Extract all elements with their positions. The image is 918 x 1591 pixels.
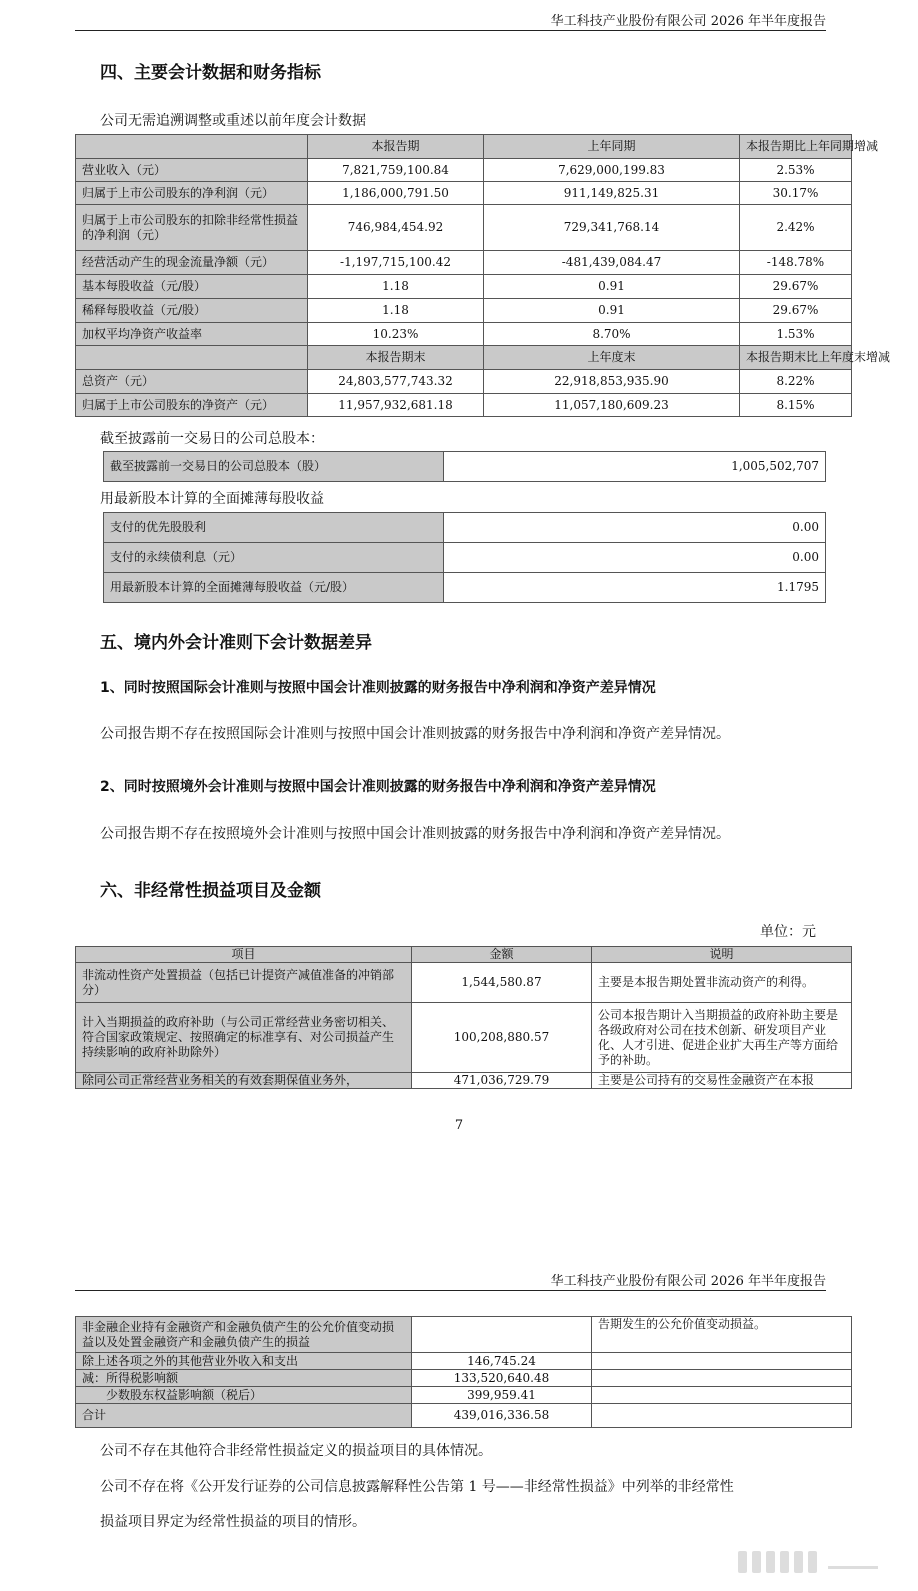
cell-value: 0.91	[484, 275, 740, 299]
cell-value: 11,957,932,681.18	[308, 394, 484, 417]
cell-note: 告期发生的公允价值变动损益。	[592, 1317, 852, 1353]
cell-value: 2.53%	[740, 159, 852, 182]
row-label: 减：所得税影响额	[76, 1370, 412, 1387]
section-5-sub2: 2、同时按照境外会计准则与按照中国会计准则披露的财务报告中净利润和净资产差异情况	[100, 779, 656, 795]
cell-value: 133,520,640.48	[412, 1370, 592, 1387]
row-label: 稀释每股收益（元/股）	[76, 299, 308, 323]
row-label: 营业收入（元）	[76, 159, 308, 182]
page-number: 7	[454, 1118, 464, 1133]
cell-note: 公司本报告期计入当期损益的政府补助主要是各级政府对公司在技术创新、研发项目产业化、人才引进、促进企业扩大再生产等方面给予的补助。	[592, 1003, 852, 1073]
row-label: 计入当期损益的政府补助（与公司正常经营业务密切相关、符合国家政策规定、按照确定的标准享有、对公司损益产生持续影响的政府补助除外）	[76, 1003, 412, 1073]
cell-value: 29.67%	[740, 299, 852, 323]
cell-value: 1.18	[308, 299, 484, 323]
header-cell: 上年度末	[484, 346, 740, 370]
cell-value: 7,629,000,199.83	[484, 159, 740, 182]
cell-value: 1.18	[308, 275, 484, 299]
cell-value: -1,197,715,100.42	[308, 251, 484, 275]
header-cell: 本报告期	[308, 135, 484, 159]
cell-value	[412, 1317, 592, 1353]
row-label: 归属于上市公司股东的净利润（元）	[76, 182, 308, 205]
row-label: 总资产（元）	[76, 370, 308, 394]
header-cell: 项目	[76, 947, 412, 963]
cell-note	[592, 1370, 852, 1387]
page2-text2b: 损益项目界定为经常性损益的项目的情形。	[100, 1514, 366, 1530]
header-cell: 本报告期末	[308, 346, 484, 370]
page-header: 华工科技产业股份有限公司 2026 年半年度报告	[550, 1274, 826, 1289]
cell-note	[592, 1404, 852, 1428]
section-4-note: 公司无需追溯调整或重述以前年度会计数据	[100, 113, 366, 129]
header-cell: 本报告期比上年同期增减	[740, 135, 852, 159]
row-label: 非流动性资产处置损益（包括已计提资产减值准备的冲销部分）	[76, 963, 412, 1003]
nav-dash-icon	[828, 1566, 878, 1569]
cell-value: 399,959.41	[412, 1387, 592, 1404]
cell-value: 1.53%	[740, 323, 852, 346]
cell-note	[592, 1387, 852, 1404]
row-label: 合计	[76, 1404, 412, 1428]
cell-value: 10.23%	[308, 323, 484, 346]
row-label: 归属于上市公司股东的净资产（元）	[76, 394, 308, 417]
cell-value: 1,005,502,707	[444, 452, 826, 482]
share-capital-table	[103, 451, 826, 482]
row-label: 用最新股本计算的全面摊薄每股收益（元/股）	[104, 573, 444, 603]
cell-value: 8.70%	[484, 323, 740, 346]
header-divider	[75, 1290, 826, 1291]
eps-caption: 用最新股本计算的全面摊薄每股收益	[100, 491, 324, 507]
cell-value: 8.22%	[740, 370, 852, 394]
cell-note: 主要是本报告期处置非流动资产的利得。	[592, 963, 852, 1003]
unit-label: 单位：元	[760, 924, 816, 940]
cell-value: 471,036,729.79	[412, 1073, 592, 1089]
cell-value: 100,208,880.57	[412, 1003, 592, 1073]
cell-value: 0.00	[444, 513, 826, 543]
header-cell: 金额	[412, 947, 592, 963]
nav-bar-icon	[808, 1551, 817, 1573]
cell-value: 0.91	[484, 299, 740, 323]
non-recurring-table	[75, 946, 852, 1089]
row-label: 支付的永续债利息（元）	[104, 543, 444, 573]
row-label: 加权平均净资产收益率	[76, 323, 308, 346]
viewer-nav[interactable]	[738, 1543, 888, 1573]
row-label: 基本每股收益（元/股）	[76, 275, 308, 299]
cell-value: 0.00	[444, 543, 826, 573]
eps-table	[103, 512, 826, 603]
row-label: 非金融企业持有金融资产和金融负债产生的公允价值变动损益以及处置金融资产和金融负债产生的损益	[76, 1317, 412, 1353]
header-divider	[75, 30, 826, 31]
section-4-title: 四、主要会计数据和财务指标	[100, 63, 321, 83]
nav-bar-icon	[738, 1551, 747, 1573]
page2-text2a: 公司不存在将《公开发行证券的公司信息披露解释性公告第 1 号——非经常性损益》中列举的非经常性	[100, 1479, 734, 1495]
cell-value: 29.67%	[740, 275, 852, 299]
non-recurring-table-continued	[75, 1316, 852, 1428]
nav-bar-icon	[794, 1551, 803, 1573]
row-label: 除同公司正常经营业务相关的有效套期保值业务外，	[76, 1073, 412, 1089]
cell-note	[592, 1353, 852, 1370]
cell-value: 146,745.24	[412, 1353, 592, 1370]
header-cell-empty	[76, 346, 308, 370]
section-5-text1: 公司报告期不存在按照国际会计准则与按照中国会计准则披露的财务报告中净利润和净资产差异情况。	[100, 726, 730, 742]
cell-note: 主要是公司持有的交易性金融资产在本报	[592, 1073, 852, 1089]
cell-value: 1,544,580.87	[412, 963, 592, 1003]
section-5-title: 五、境内外会计准则下会计数据差异	[100, 633, 372, 653]
section-5-text2: 公司报告期不存在按照境外会计准则与按照中国会计准则披露的财务报告中净利润和净资产差异情况。	[100, 826, 730, 842]
page2-text1: 公司不存在其他符合非经常性损益定义的损益项目的具体情况。	[100, 1443, 492, 1459]
row-label: 支付的优先股股利	[104, 513, 444, 543]
header-cell: 上年同期	[484, 135, 740, 159]
row-label: 经营活动产生的现金流量净额（元）	[76, 251, 308, 275]
cell-value: 911,149,825.31	[484, 182, 740, 205]
nav-bar-icon	[766, 1551, 775, 1573]
cell-value: 7,821,759,100.84	[308, 159, 484, 182]
main-financial-table	[75, 134, 891, 417]
cell-value: 22,918,853,935.90	[484, 370, 740, 394]
share-caption: 截至披露前一交易日的公司总股本：	[100, 431, 324, 447]
cell-value: 8.15%	[740, 394, 852, 417]
cell-value: 11,057,180,609.23	[484, 394, 740, 417]
header-cell-empty	[76, 135, 308, 159]
row-label: 截至披露前一交易日的公司总股本（股）	[104, 452, 444, 482]
cell-value: -481,439,084.47	[484, 251, 740, 275]
nav-bar-icon	[752, 1551, 761, 1573]
section-6-title: 六、非经常性损益项目及金额	[100, 881, 321, 901]
cell-value: 439,016,336.58	[412, 1404, 592, 1428]
cell-value: 1.1795	[444, 573, 826, 603]
cell-value: 2.42%	[740, 205, 852, 251]
row-label: 归属于上市公司股东的扣除非经常性损益的净利润（元）	[76, 205, 308, 251]
cell-value: 30.17%	[740, 182, 852, 205]
cell-value: 729,341,768.14	[484, 205, 740, 251]
cell-value: 1,186,000,791.50	[308, 182, 484, 205]
header-cell: 说明	[592, 947, 852, 963]
cell-value: -148.78%	[740, 251, 852, 275]
cell-value: 24,803,577,743.32	[308, 370, 484, 394]
page-header: 华工科技产业股份有限公司 2026 年半年度报告	[550, 14, 826, 29]
row-label: 除上述各项之外的其他营业外收入和支出	[76, 1353, 412, 1370]
header-cell: 本报告期末比上年度末增减	[740, 346, 852, 370]
cell-value: 746,984,454.92	[308, 205, 484, 251]
section-5-sub1: 1、同时按照国际会计准则与按照中国会计准则披露的财务报告中净利润和净资产差异情况	[100, 680, 656, 696]
row-label: 少数股东权益影响额（税后）	[76, 1387, 412, 1404]
nav-bar-icon	[780, 1551, 789, 1573]
